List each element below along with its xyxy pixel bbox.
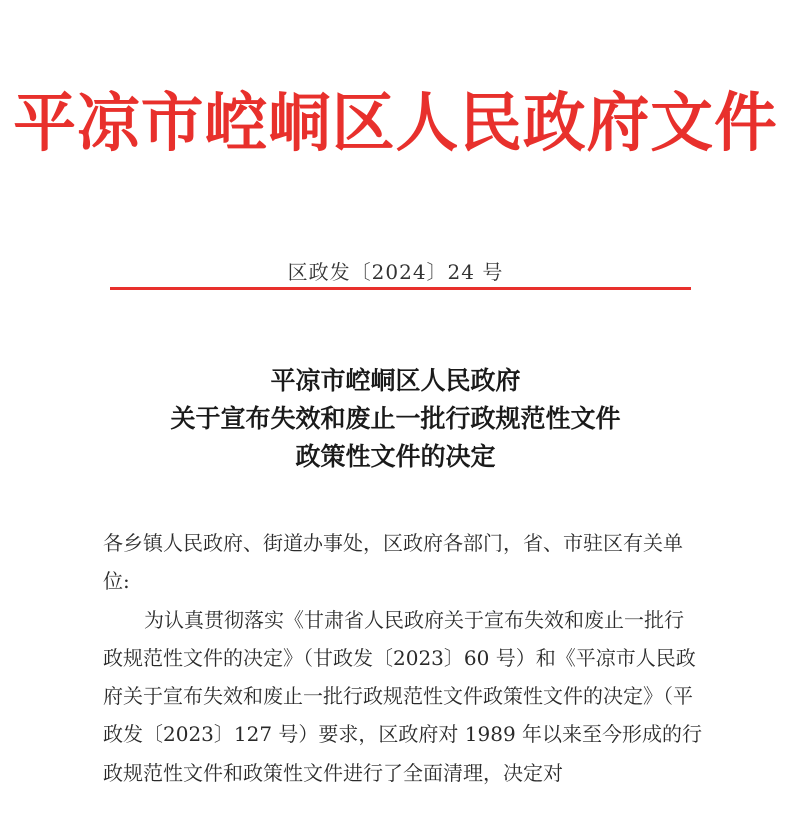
title-line-3: 政策性文件的决定 — [295, 442, 496, 471]
masthead-title: 平凉市崆峒区人民政府文件 — [13, 87, 778, 161]
document-body — [103, 524, 703, 792]
title-line-1: 平凉市崆峒区人民政府 — [270, 366, 521, 395]
red-divider-line — [110, 287, 691, 290]
document-title — [0, 362, 791, 476]
salutation: 各乡镇人民政府、街道办事处，区政府各部门，省、市驻区有关单位: — [103, 531, 683, 594]
document-number: 区政发〔2024〕24 号 — [287, 260, 504, 284]
body-paragraph: 为认真贯彻落实《甘肃省人民政府关于宣布失效和废止一批行政规范性文件的决定》（甘政发〔2023〕60 号）和《平凉市人民政府关于宣布失效和废止一批行政规范性文件政策性文件的决定》（平政发〔2023〕127 号）要求，区政府对 1989 年以来至今形成的行政规范性文件和政策性文件进行了全面清理，决定对 — [103, 607, 703, 785]
title-line-2: 关于宣布失效和废止一批行政规范性文件 — [170, 404, 621, 433]
